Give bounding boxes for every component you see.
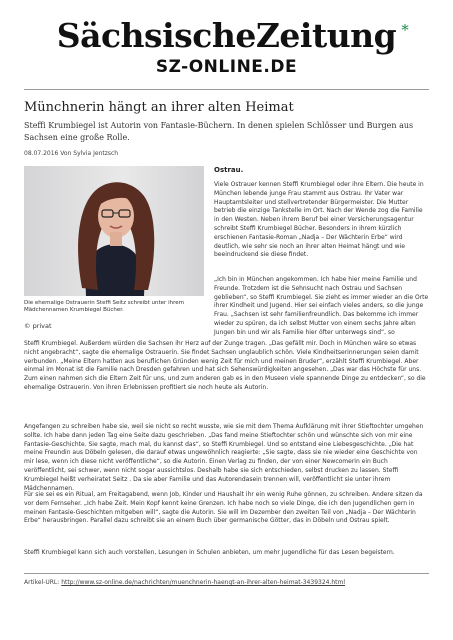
author-photo <box>24 166 204 296</box>
article-url <box>24 579 345 586</box>
bottom-divider <box>24 573 429 574</box>
masthead <box>0 18 453 77</box>
top-divider <box>24 89 429 90</box>
article-paragraph: Angefangen zu schreiben habe sie, weil sie nicht so recht wusste, wie sie mit dem Thema Aufklärung mit ihrer Stieftochter umgehen sollte. Ich habe dann jeden Tag eine Seite dazu geschrieben. „Das fand meine Stieftochter schön und wünschte sich von mir eine Fantasie-Geschichte. Sie sagte, mach mal, du kannst das“, so Steffi Krumbiegel. Und so entstand eine Liebesgeschichte. „Die hat meine Freundin aus Döbeln gelesen, die darauf etwas ungewöhnlich reagierte: „Sie sagte, dass sie nie wieder eine Geschichte von mir lese, wenn ich diese nicht veröffentliche“, so die Autorin. Einen Verlag zu finden, der von einer Newcomerin ein Buch veröffentlicht, sei schwer, wenn nicht sogar aussichtslos. Deshalb habe sie sich entschieden, selbst drucken zu lassen. Steffi Krumbiegel heißt verheiratet Seitz . Da sie aber Familie und das Autorendasein trennen will, veröffentlicht sie unter ihrem Mädchennamen. <box>24 423 424 492</box>
site-logo[interactable] <box>56 16 409 55</box>
article-title: Münchnerin hängt an ihrer alten Heimat <box>24 100 294 115</box>
article-paragraph: „Ich bin in München angekommen. Ich habe hier meine Familie und Freunde. Trotzdem ist die Sehnsucht nach Ostrau und Sachsen geblieben“, so Steffi Krumbiegel. Sie zieht es immer wieder an die Orte ihrer Kindheit und Jugend. Hier sei einfach vieles anders, so die junge Frau. „Sachsen ist sehr familienfreundlich. Das bekomme ich immer wieder zu spüren, da ich selbst Mutter von einem sechs Jahre alten Jungen bin und wir als Familie hier öfter unterwegs sind“, so <box>214 276 429 336</box>
photo-credit: © privat <box>24 322 52 330</box>
site-domain: SZ-ONLINE.DE <box>155 57 298 77</box>
photo-caption: Die ehemalige Ostrauerin Steffi Seitz schreibt unter ihrem Mädchennamen Krumbiegel Bücher. <box>24 300 184 313</box>
article-paragraph: Steffi Krumbiegel kann sich auch vorstellen, Lesungen in Schulen anbieten, um mehr Jugendliche für das Lesen begeistern. <box>24 549 395 556</box>
article-dateline: 08.07.2016 Von Sylvia Jentzsch <box>24 150 119 157</box>
place-heading: Ostrau. <box>214 166 244 174</box>
article-paragraph: Für sie sei es ein Ritual, am Freitagabend, wenn Job, Kinder und Haushalt ihr ein wenig Ruhe gönnen, zu schreiben. Andere sitzen da vor dem Fernseher. „Ich habe Zeit. Mein Kopf kennt keine Grenzen. Ich habe noch so viele Dinge, die ich den Jugendlichen gern in meinen Fantasie-Geschichten mitgeben will“, sagte die Autorin. Sie will im Dezember den zweiten Teil von „Nadja – Der Wächterin Erbe“ herausbringen. Parallel dazu schreibt sie an einem Buch über germanische Götter, das in Döbeln und Ostrau spielt. <box>24 491 423 525</box>
article-lead: Steffi Krumbiegel ist Autorin von Fantasie-Büchern. In denen spielen Schlösser und Burgen aus Sachsen eine große Rolle. <box>24 121 414 142</box>
star-icon: * <box>401 21 409 39</box>
portrait-illustration <box>24 166 204 296</box>
brand-name: SächsischeZeitung <box>56 16 397 55</box>
article-paragraph: Steffi Krumbiegel. Außerdem würden die Sachsen ihr Herz auf der Zunge tragen. „Das gefällt mir. Doch in München wäre so etwas nicht angebracht“, sagte die ehemalige Ostrauerin. Sie findet Sachsen unglaublich schön. Viele Kindheitserinnerungen seien damit verbunden. „Meine Eltern hatten aus beruflichen Gründen wenig Zeit für mich und meinen Bruder“, erzählt Steffi Krumbiegel. Aber einmal im Monat ist die Familie nach Dresden gefahren und hat sich Sehenswürdigkeiten angesehen. „Das war das Höchste für uns. Zum einen nahmen sich die Eltern Zeit für uns, und zum anderen gab es in den Museen viele spannende Dinge zu entdecken“, so die ehemalige Ostrauerin. Von ihren Erlebnissen profitiert sie noch heute als Autorin. <box>24 340 426 391</box>
article-url-label: Artikel-URL: <box>24 579 60 586</box>
article-url-link[interactable]: http://www.sz-online.de/nachrichten/muenchnerin-haengt-an-ihrer-alten-heimat-3439324.html <box>61 579 346 586</box>
article-paragraph: Viele Ostrauer kennen Steffi Krumbiegel oder ihre Eltern. Die heute in München lebende junge Frau stammt aus Ostrau. Ihr Vater war Hauptamtsleiter und stellvertretender Bürgermeister. Die Mutter betrieb die einzige Tankstelle im Ort. Nach der Wende zog die Familie in den Westen. Neben ihrem Beruf bei einer Versicherungsagentur schreibt Steffi Krumbiegel Bücher. Besonders in ihrem kürzlich erschienen Fantasie-Roman „Nadja – Der Wächterin Erbe“ wird deutlich, wie sehr sie noch an ihrer alten Heimat hängt und wie beeindruckend sie diese findet. <box>214 181 424 259</box>
